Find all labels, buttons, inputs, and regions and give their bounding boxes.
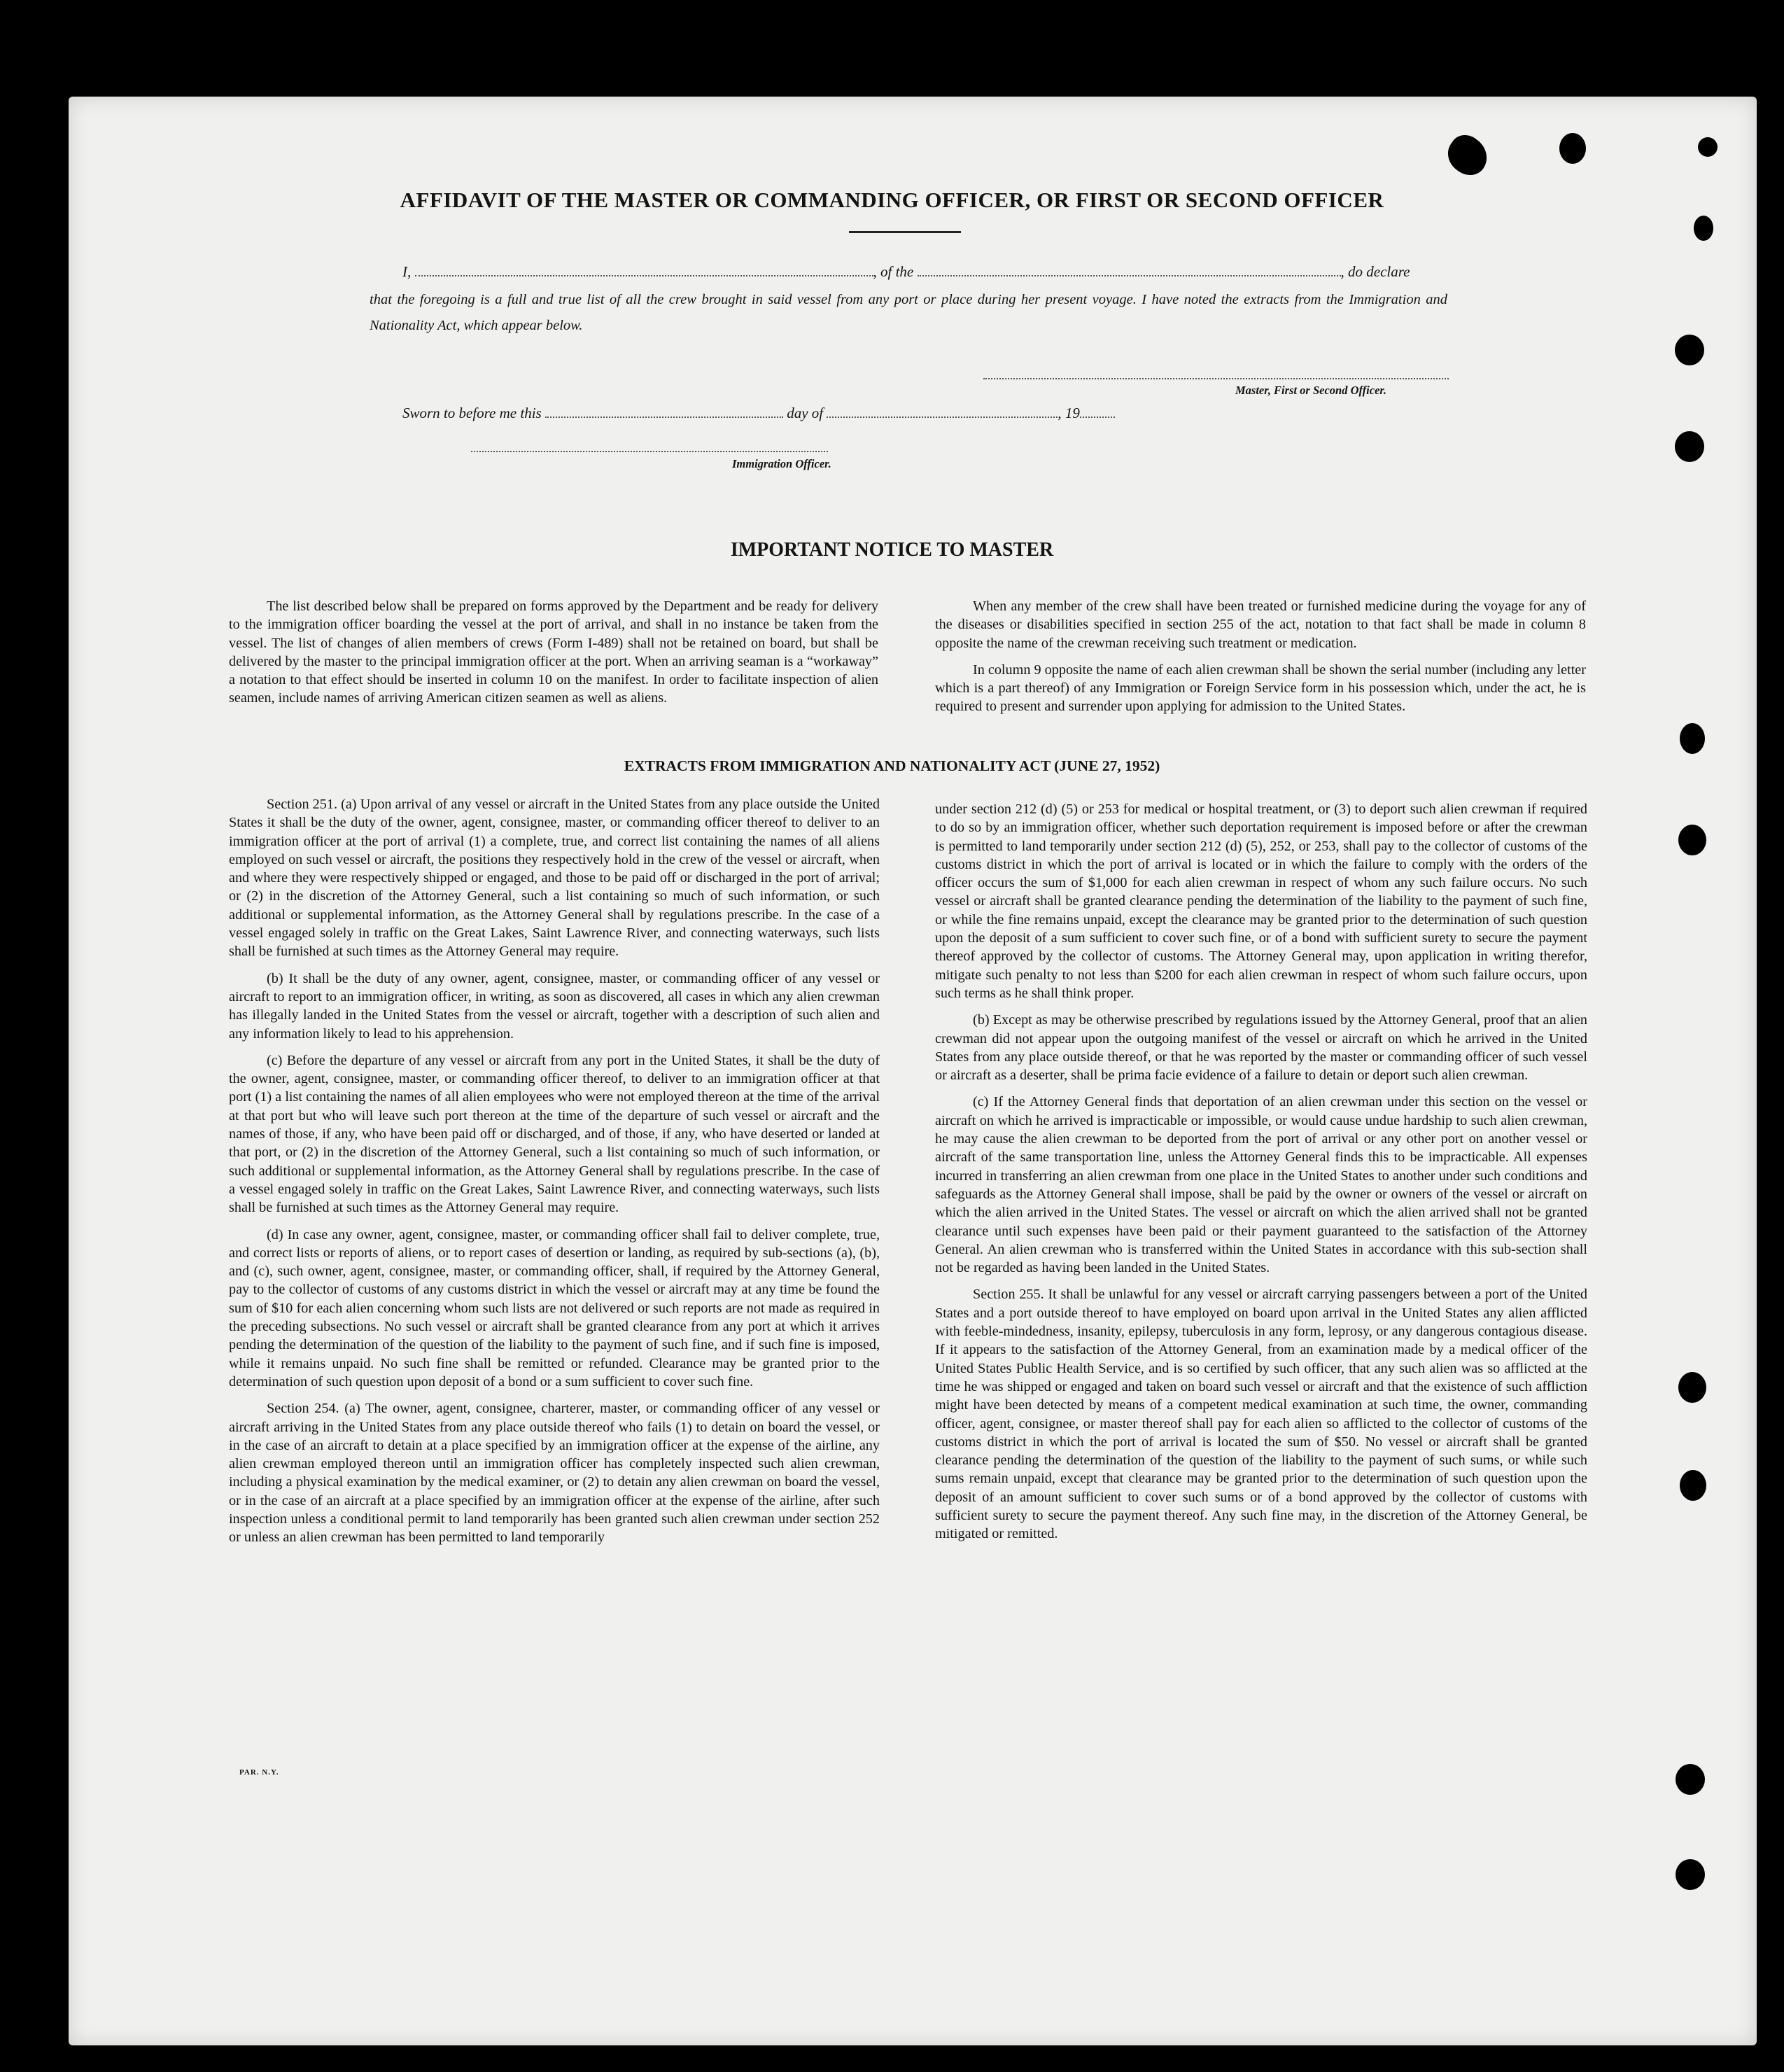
act-section-paragraph: (c) Before the departure of any vessel or aircraft from any port in the United States, it shall be the duty of the owner, agent, consignee, master, or commanding officer thereof, to deliver to an immigration officer at that port (1) a list containing the names of all alien employees who were not employed thereon at the time of the arrival at that port but who will leave such port thereon at the time of the departure of such vessel or aircraft and the names of those, if any, who have been paid off or discharged, and of those, if any, who have deserted or landed at that port, or (2) in the discretion of the Attorney General, such a list containing so much of such information, or such additional or supplemental information, as the Attorney General shall by regulations prescribe. In the case of a vessel engaged solely in traffic on the Great Lakes, Saint Lawrence River, and connecting waterways, such lists shall be furnished at such times as the Attorney General may require.	[229, 1052, 880, 1216]
master-signature-line[interactable]	[983, 378, 1449, 379]
act-section-paragraph: Section 251. (a) Upon arrival of any vessel or aircraft in the United States from any place outside the United States it shall be the duty of the owner, agent, consignee, master, or commanding officer thereof to deliver to an immigration officer at the port of arrival (1) a complete, true, and correct list containing the names of all aliens employed on such vessel or aircraft, the positions they respectively hold in the crew of the vessel or aircraft, when and where they were respectively shipped or engaged, and those to be paid off or discharged in the port of arrival; or (2) in the discretion of the Attorney General, such a list containing so much of such information, or such additional or supplemental information, as the Attorney General shall by regulations prescribe. In the case of a vessel engaged solely in traffic on the Great Lakes, Saint Lawrence River, and connecting waterways, such lists shall be furnished at such times as the Attorney General may require.	[229, 797, 880, 960]
binder-hole	[1676, 1764, 1705, 1795]
declaration-of-the: , of the	[873, 263, 914, 280]
sworn-day-of: day of	[787, 405, 824, 421]
binder-hole	[1559, 133, 1586, 164]
notice-paragraph: When any member of the crew shall have been treated or furnished medicine during the voyage for any of the diseases or disabilities specified in section 255 of the act, notation to that fact shall be made in column 8 opposite the name of the crewman receiving such treatment or medication.	[935, 598, 1586, 651]
sworn-line	[402, 405, 1115, 422]
declaration-text: that the foregoing is a full and true list of all the crew brought in said vessel from any port or place during her present voyage. I have noted the extracts from the Immigration and Nationality Act, which appear below.	[370, 292, 1447, 333]
act-section-paragraph: under section 212 (d) (5) or 253 for medical or hospital treatment, or (3) to deport such alien crewman if required to do so by an immigration officer, whether such deportation requirement is imposed before or after the crewman is permitted to land temporarily under section 212 (d) (5), 252, or 253, shall pay to the collector of customs of the customs district in which the port of arrival is located or in which the failure to comply with the orders of the officer occurs the sum of $1,000 for each alien crewman in respect of whom any such failure occurs. No such vessel or aircraft shall be granted clearance pending the determination of the liability to the payment of such fine, or while the fine remains unpaid, except the clearance may be granted prior to the determination of such question upon the deposit of a sum sufficient to cover such fine, or of a bond with sufficient surety to secure the payment thereof approved by the collector of customs. The Attorney General may, upon application in writing therefor, mitigate such penalty to not less than $200 for each alien crewman in respect of whom such failure occurs, upon such terms as he shall think proper.	[935, 802, 1587, 1001]
notice-paragraph: The list described below shall be prepared on forms approved by the Department and be ready for delivery to the immigration officer boarding the vessel at the port of arrival, and shall in no instance be taken from the vessel. The list of changes of alien members of crews (Form I-489) shall not be retained on board, but shall be delivered by the master to the principal immigration officer at the port. When an arriving seaman is a “workaway” a notation to that effect should be inserted in column 10 on the manifest. In order to facilitate inspection of alien seamen, include names of arriving American citizen seamen as well as aliens.	[229, 598, 878, 706]
act-section-paragraph: (c) If the Attorney General finds that deportation of an alien crewman under this section on the vessel or aircraft on which he arrived is impracticable or impossible, or would cause undue hardship to such alien crewman, he may cause the alien crewman to be deported from the port of arrival or any other port on another vessel or aircraft of the same transportation line, unless the Attorney General finds this to be impracticable. All expenses incurred in transferring an alien crewman from one place in the United States to another under such conditions and safeguards as the Attorney General shall impose, shall be paid by the owner or owners of the vessel or aircraft on which the alien arrived in the United States. The vessel or aircraft on which the alien arrived shall not be granted clearance until such expenses have been paid or their payment guaranteed to the satisfaction of the Attorney General. An alien crewman who is transferred within the United States in accordance with this sub-section shall not be regarded as having been landed in the United States.	[935, 1094, 1587, 1276]
extracts-right-column	[935, 800, 1587, 1552]
affidavit-title: AFFIDAVIT OF THE MASTER OR COMMANDING OFFICER, OR FIRST OR SECOND OFFICER	[400, 188, 1384, 212]
immigration-officer-caption: Immigration Officer.	[732, 457, 831, 470]
sworn-day-field[interactable]	[545, 416, 783, 418]
act-section-paragraph: Section 255. It shall be unlawful for any vessel or aircraft carrying passengers between a port of the United States and a port outside thereof to have employed on board upon arrival in the United States any alien afflicted with feeble-mindedness, insanity, epilepsy, tuberculosis in any form, leprosy, or any dangerous contagious disease. If it appears to the satisfaction of the Attorney General, from an examination made by a medical officer of the United States Public Health Service, and is so certified by such officer, that any such alien was so afflicted at the time he was shipped or engaged and taken on board such vessel or aircraft and that the existence of such affliction might have been detected by means of a competent medical examination at such time, the owner, commanding officer, agent, consignee, or master thereof shall pay for each alien so afflicted to the collector of customs of the customs district in which the port of arrival is located the sum of $50. No vessel or aircraft shall be granted clearance pending the determination of the question of the liability to the payment of such sums, or while such sums remain unpaid, except that clearance may be granted prior to the determination of such question upon the deposit of an amount sufficient to cover such sums or of a bond approved by the collector of customs with sufficient surety to secure the payment thereof. Any such fine may, in the discretion of the Attorney General, be mitigated or remitted.	[935, 1287, 1587, 1542]
officer-name-field[interactable]	[415, 275, 873, 276]
notice-paragraph: In column 9 opposite the name of each alien crewman shall be shown the serial number (including any letter which is a part thereof) of any Immigration or Foreign Service form in his possession which, under the act, he is required to present and surrender upon applying for admission to the United States.	[935, 662, 1586, 715]
sworn-month-field[interactable]	[827, 416, 1058, 418]
sworn-text: Sworn to before me this	[402, 405, 542, 421]
binder-hole	[1678, 825, 1706, 855]
binder-hole	[1675, 335, 1704, 365]
act-section-paragraph: (b) It shall be the duty of any owner, agent, consignee, master, or commanding officer of any vessel or aircraft to report to an immigration officer, in writing, as soon as discovered, all cases in which any alien crewman has illegally landed in the United States from the vessel or aircraft, together with a description of such alien and any information likely to lead to his apprehension.	[229, 970, 880, 1042]
binder-hole	[1680, 1470, 1706, 1501]
sworn-year-field[interactable]	[1080, 416, 1115, 418]
master-caption: Master, First or Second Officer.	[1235, 384, 1387, 397]
notice-right-column	[935, 597, 1586, 724]
immigration-officer-signature-line[interactable]	[471, 451, 828, 452]
binder-hole	[1694, 216, 1713, 241]
printer-mark: PAR. N.Y.	[239, 1768, 279, 1777]
act-section-paragraph: (b) Except as may be otherwise prescribed by regulations issued by the Attorney General, proof that an alien crewman did not appear upon the outgoing manifest of the vessel or aircraft on which he arrived in the United States from any place outside thereof, or that he was reported by the master or commanding officer of such vessel or aircraft as a deserter, shall be prima facie evidence of a failure to detain or deport such alien crewman.	[935, 1012, 1587, 1084]
notice-title: IMPORTANT NOTICE TO MASTER	[730, 539, 1054, 561]
declaration-do-declare: , do declare	[1340, 263, 1410, 280]
binder-hole	[1675, 431, 1704, 462]
binder-hole	[1676, 1859, 1705, 1890]
binder-hole	[1698, 137, 1718, 157]
binder-hole	[1678, 1372, 1706, 1403]
extracts-left-column	[229, 795, 880, 1555]
sworn-year-prefix: , 19	[1058, 405, 1080, 421]
binder-hole	[1680, 723, 1705, 754]
notice-left-column	[229, 597, 878, 716]
act-section-paragraph: (d) In case any owner, agent, consignee, master, or commanding officer shall fail to deliver complete, true, and correct lists or reports of aliens, or to report cases of desertion or landing, as required by sub-sections (a), (b), and (c), such owner, agent, consignee, master, or commanding officer, shall, if required by the Attorney General, pay to the collector of customs of any customs district in which the vessel or aircraft may at any time be found the sum of $10 for each alien concerning whom such lists are not delivered or such reports are not made as required in the preceding subsections. No such vessel or aircraft shall be granted clearance from any port at which it arrives pending the determination of the question of the liability to the payment of such fine, and if such fine is imposed, while it remains unpaid. No such fine shall be remitted or refunded. Clearance may be granted prior to the determination of such question upon deposit of a bond or a sum sufficient to cover such fine.	[229, 1226, 880, 1390]
title-underline	[849, 231, 961, 233]
declaration-line	[402, 263, 1449, 281]
vessel-name-field[interactable]	[918, 275, 1341, 276]
extracts-title: EXTRACTS FROM IMMIGRATION AND NATIONALITY ACT (JUNE 27, 1952)	[624, 757, 1160, 774]
act-section-paragraph: Section 254. (a) The owner, agent, consignee, charterer, master, or commanding officer of any vessel or aircraft arriving in the United States from any place outside thereof who fails (1) to detain on board the vessel, or in the case of an aircraft to detain at a place specified by an immigration officer at the expense of the airline, any alien crewman employed thereon until an immigration officer has completely inspected such alien crewman, including a physical examination by the medical examiner, or (2) to detain any alien crewman on board the vessel, or in the case of an aircraft at a place specified by an immigration officer at the expense of the airline, after such inspection unless a conditional permit to land temporarily has been granted such alien crewman under section 252 or unless an alien crewman has been permitted to land temporarily	[229, 1401, 880, 1546]
declaration-i: I,	[402, 263, 412, 280]
